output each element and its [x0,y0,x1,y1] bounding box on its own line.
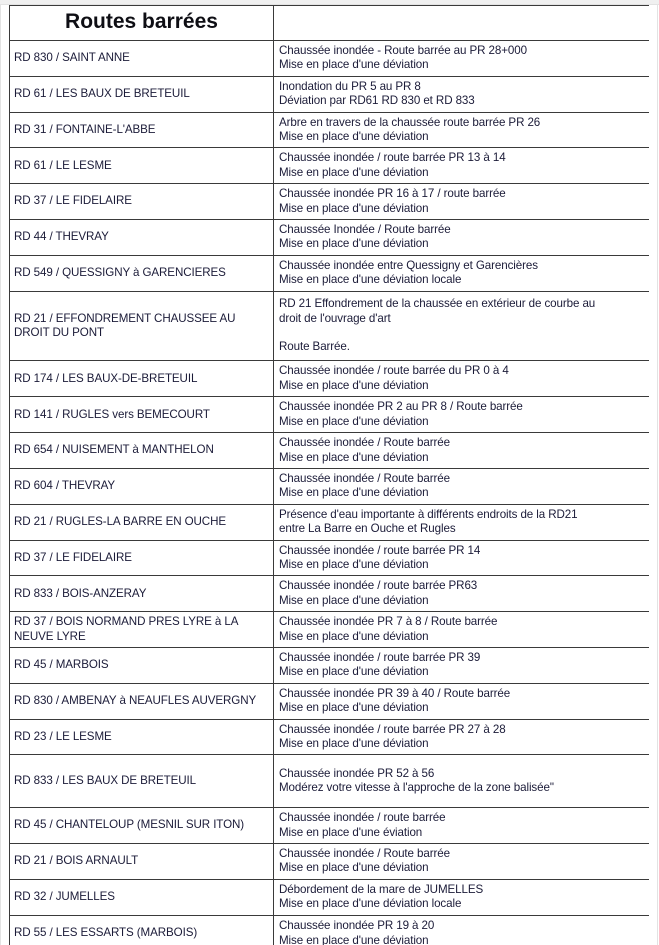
road-name: RD 44 / THEVRAY [14,230,109,244]
info-text [274,576,649,611]
info-line: Chaussée inondée entre Quessigny et Garencières [279,258,538,272]
road-cell [10,433,274,469]
info-line: droit de l'ouvrage d'art [279,311,391,325]
info-line: Mise en place d'une déviation [279,737,429,751]
info-line: Déviation par RD61 RD 830 et RD 833 [279,94,475,108]
road-name: RD 37 / LE FIDELAIRE [14,194,132,208]
info-text [274,916,649,945]
info-line: Chaussée inondée PR 7 à 8 / Route barrée [279,615,498,629]
road-cell [10,468,274,504]
info-cell [274,184,650,220]
info-line: Mise en place d'une déviation [279,665,429,679]
info-cell [274,148,650,184]
info-text [274,184,649,219]
road-name: RD 37 / BOIS NORMAND PRES LYRE à LA NEUVE LYRE [14,615,238,643]
info-text [274,808,649,843]
table-row [10,879,650,915]
info-cell [274,540,650,576]
info-line: Arbre en travers de la chaussée route barrée PR 26 [279,115,541,129]
table-row [10,76,650,112]
table-row [10,844,650,880]
info-cell [274,719,650,755]
table-row [10,41,650,77]
table-row [10,220,650,256]
info-line: Chaussée inondée PR 19 à 20 [279,919,435,933]
info-text [274,764,649,799]
info-cell [274,879,650,915]
info-line: Mise en place d'une déviation [279,450,429,464]
road-name: RD 31 / FONTAINE-L'ABBE [14,122,156,136]
road-cell [10,504,274,540]
info-cell [274,468,650,504]
info-text [274,433,649,468]
road-cell [10,755,274,808]
info-cell [274,220,650,256]
road-cell [10,612,274,648]
road-name: RD 21 / EFFONDREMENT CHAUSSEE AU DROIT DU PONT [14,311,236,340]
road-name: RD 45 / MARBOIS [14,658,109,672]
table-row [10,255,650,291]
info-cell [274,112,650,148]
table-row [10,184,650,220]
road-name: RD 21 / RUGLES-LA BARRE EN OUCHE [14,514,226,528]
info-line: Mise en place d'une déviation [279,861,429,875]
road-cell [10,915,274,945]
road-name: RD 45 / CHANTELOUP (MESNIL SUR ITON) [14,818,245,832]
info-line: Chaussée inondée PR 16 à 17 / route barrée [279,187,506,201]
info-line: Chaussée inondée PR 2 au PR 8 / Route barrée [279,400,523,414]
info-line: Chaussée inondée PR 39 à 40 / Route barrée [279,686,511,700]
info-line: Chaussée inondée / route barrée PR 14 [279,543,481,557]
road-name: RD 32 / JUMELLES [14,890,115,904]
road-name: RD 604 / THEVRAY [14,479,116,493]
table-header-blank-text [274,20,649,26]
info-line: Mise en place d'une déviation [279,486,429,500]
info-line: Mise en place d'une déviation [279,130,429,144]
table-row [10,433,650,469]
road-cell [10,879,274,915]
info-line: Chaussée inondée / route barrée [279,811,446,825]
road-cell [10,576,274,612]
info-cell [274,361,650,397]
table-row [10,719,650,755]
info-line: Mise en place d'une déviation [279,237,429,251]
info-line: Chaussée inondée / route barrée PR 13 à 14 [279,151,506,165]
page-title: Routes barrées [65,9,218,33]
road-cell [10,41,274,77]
info-text [274,505,649,540]
info-line: Chaussée inondée / route barrée PR63 [279,579,478,593]
info-cell [274,433,650,469]
info-text [274,397,649,432]
table-header-row [10,6,650,41]
road-cell [10,647,274,683]
road-name: RD 549 / QUESSIGNY à GARENCIERES [14,266,226,280]
table-row [10,540,650,576]
info-cell [274,41,650,77]
info-line: Mise en place d'une déviation [279,629,429,643]
road-name: RD 61 / LES BAUX DE BRETEUIL [14,87,190,101]
info-text [274,648,649,683]
road-name: RD 830 / AMBENAY à NEAUFLES AUVERGNY [14,694,257,707]
table-row [10,612,650,648]
info-cell [274,683,650,719]
road-cell [10,540,274,576]
info-text [274,612,649,647]
road-cell [10,844,274,880]
info-line: Mise en place d'une déviation [279,557,429,571]
road-name: RD 174 / LES BAUX-DE-BRETEUIL [14,371,198,385]
info-line: Chaussée Inondée / Route barrée [279,223,451,237]
table-row [10,755,650,808]
road-name: RD 55 / LES ESSARTS (MARBOIS) [14,926,198,940]
info-line: Route Barrée. [279,340,350,354]
info-cell [274,576,650,612]
info-text [274,541,649,576]
road-name: RD 833 / BOIS-ANZERAY [14,586,147,600]
info-line: Mise en place d'une déviation [279,165,429,179]
info-cell [274,76,650,112]
info-text [274,41,649,76]
road-cell [10,397,274,433]
info-line: Chaussée inondée / Route barrée [279,847,450,861]
table-row [10,576,650,612]
info-text [274,294,649,358]
road-cell [10,112,274,148]
table-row [10,468,650,504]
table-row [10,397,650,433]
info-text [274,77,649,112]
road-cell [10,683,274,719]
info-cell [274,915,650,945]
info-line: Chaussée inondée / route barrée PR 27 à 28 [279,722,506,736]
info-line: Chaussée inondée / route barrée PR 39 [279,650,481,664]
info-cell [274,255,650,291]
info-cell [274,808,650,844]
road-name: RD 23 / LE LESME [14,729,112,743]
info-cell [274,647,650,683]
info-line: Chaussée inondée / Route barrée [279,471,450,485]
road-name: RD 37 / LE FIDELAIRE [14,550,132,564]
info-line: Chaussée inondée / route barrée du PR 0 à 4 [279,364,509,378]
info-cell [274,612,650,648]
info-line: Mise en place d'une déviation [279,593,429,607]
info-text [274,720,649,755]
road-cell [10,808,274,844]
info-line: Mise en place d'une déviation [279,201,429,215]
routes-table-container [9,5,649,945]
info-line: RD 21 Effondrement de la chaussée en extérieur de courbe au [279,297,596,311]
table-row [10,291,650,361]
table-row [10,148,650,184]
table-row [10,647,650,683]
road-cell [10,291,274,361]
road-name: RD 833 / LES BAUX DE BRETEUIL [14,774,197,788]
info-line: Mise en place d'une déviation [279,58,429,72]
info-cell [274,504,650,540]
info-text [274,361,649,396]
info-cell [274,291,650,361]
table-row [10,361,650,397]
road-cell [10,148,274,184]
info-line: Mise en place d'une déviation [279,701,429,715]
road-name: RD 830 / SAINT ANNE [14,51,130,65]
table-row [10,112,650,148]
info-text [274,469,649,504]
table-row [10,808,650,844]
info-line: entre La Barre en Ouche et Rugles [279,522,456,536]
road-cell [10,361,274,397]
info-text [274,684,649,719]
info-line: Présence d'eau importante à différents endroits de la RD21 [279,507,578,521]
road-cell [10,719,274,755]
info-line: Mise en place d'une déviation [279,378,429,392]
road-name: RD 21 / BOIS ARNAULT [14,854,139,868]
page-right-edge-rule [657,4,658,945]
info-text [274,256,649,291]
table-header-blank-cell [274,6,650,41]
road-name: RD 141 / RUGLES vers BEMECOURT [14,407,210,421]
info-line: Mise en place d'une déviation locale [279,897,462,911]
info-text [274,880,649,915]
road-cell [10,220,274,256]
info-line: Mise en place d'une déviation [279,933,429,945]
routes-barrees-table [9,5,649,945]
table-header-title-cell [10,6,274,41]
info-text [274,148,649,183]
info-line: Chaussée inondée PR 52 à 56 [279,766,435,780]
info-line: Modérez votre vitesse à l'approche de la zone balisée" [279,781,554,795]
routes-table-body [10,6,650,945]
page-left-edge-rule [0,4,1,945]
road-cell [10,255,274,291]
info-line: Chaussée inondée / Route barrée [279,436,450,450]
info-line: Chaussée inondée - Route barrée au PR 28+000 [279,44,527,57]
info-line: Inondation du PR 5 au PR 8 [279,79,421,93]
info-line: Mise en place d'une éviation [279,825,423,839]
info-line [279,326,647,340]
table-row [10,915,650,945]
info-line: Mise en place d'une déviation [279,414,429,428]
info-text [274,113,649,148]
road-name: RD 61 / LE LESME [14,158,112,172]
table-row [10,683,650,719]
table-row [10,504,650,540]
info-cell [274,755,650,808]
info-cell [274,844,650,880]
road-name: RD 654 / NUISEMENT à MANTHELON [14,443,214,457]
info-cell [274,397,650,433]
info-text [274,220,649,255]
info-text [274,844,649,879]
road-cell [10,184,274,220]
info-line: Débordement de la mare de JUMELLES [279,882,484,896]
road-cell [10,76,274,112]
info-line: Mise en place d'une déviation locale [279,273,462,287]
